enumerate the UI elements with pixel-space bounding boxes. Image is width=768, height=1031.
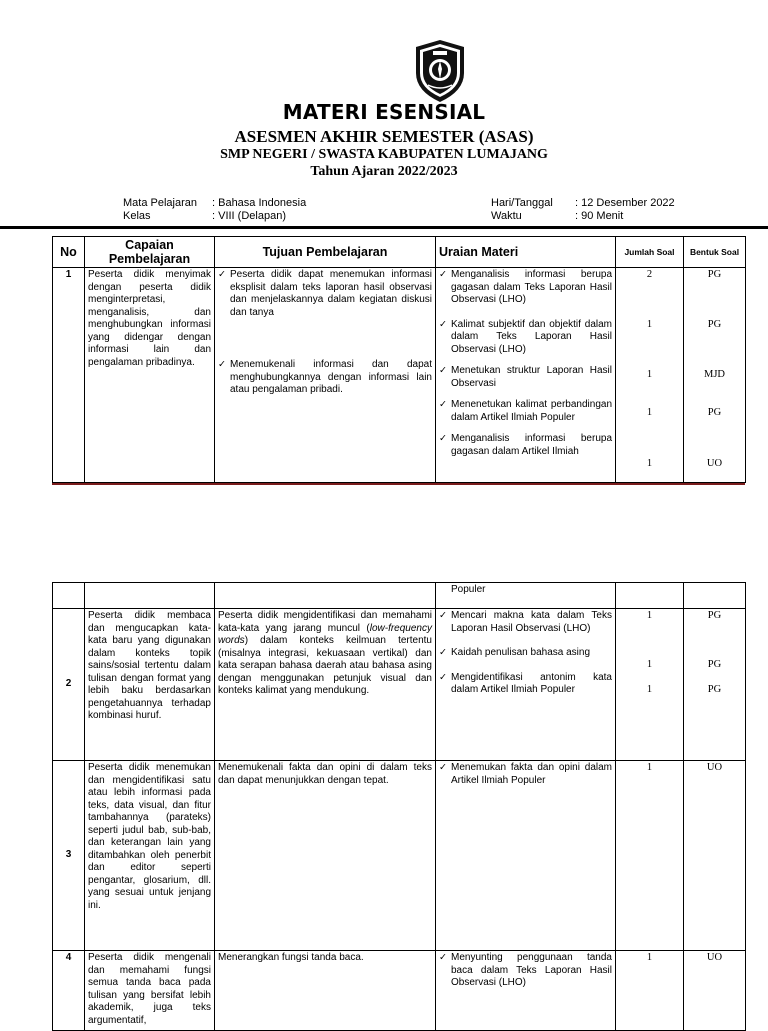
uraian-item: ✓ Menganalisis informasi berupa gagasan dalam Artikel Ilmiah: [439, 433, 612, 458]
table-row: [53, 583, 746, 609]
jumlah-value: 2: [646, 269, 653, 280]
bentuk-value: PG: [707, 269, 722, 280]
exam-info: [0, 196, 768, 226]
uraian-item: ✓ Menenetukan kalimat perbandingan dalam Artikel Ilmiah Populer: [439, 399, 612, 424]
table-row: [53, 951, 746, 1031]
tujuan-cell: Peserta didik mengidentifikasi dan memahami kata-kata yang jarang muncul (low-frequency words) dalam konteks keilmuan tertentu (misalnya integrasi, kekuasaan vertikal) dan kata serapan bahasa daerah atau bahasa asing dengan menggunakan petunjuk visual dan konteks kalimat yang mendukung.: [215, 609, 436, 761]
capaian-cell: Peserta didik menemukan dan mengidentifikasi satu atau lebih informasi pada teks, data visual, dan fitur tambahannya (parateks) seperti judul bab, sub-bab, dan keterangan lain yang ditambahkan oleh penerbit dan editor seperti pengantar, glosarium, dll. yang sesuai untuk jenjang ini.: [85, 761, 215, 951]
row-number: 2: [53, 609, 85, 761]
tujuan-item: ✓ Menemukenali informasi dan dapat menghubungkannya dengan informasi lain atau pengalaman pribadi.: [218, 359, 432, 397]
bentuk-value: MJD: [703, 369, 725, 380]
bentuk-value: UO: [706, 458, 723, 469]
subject-value: : Bahasa Indonesia: [212, 197, 307, 209]
header-capaian: Capaian Pembelajaran: [85, 237, 215, 268]
bentuk-value: PG: [707, 684, 722, 695]
uraian-cell: [436, 951, 616, 1031]
uraian-item: ✓ Kaidah penulisan bahasa asing: [439, 647, 612, 660]
lumajang-regency-emblem-icon: [414, 39, 466, 103]
jumlah-value: 1: [646, 684, 653, 695]
class-value: : VIII (Delapan): [212, 210, 286, 222]
header-uraian: Uraian Materi: [436, 237, 616, 268]
header-jumlah: Jumlah Soal: [616, 237, 684, 268]
duration-value: : 90 Menit: [575, 210, 624, 222]
academic-year: Tahun Ajaran 2022/2023: [310, 164, 458, 179]
row-number: 1: [53, 268, 85, 483]
bentuk-cell: [684, 268, 746, 483]
header-no: No: [53, 237, 85, 268]
capaian-cell: Peserta didik mengenali dan memahami fungsi semua tanda baca pada tulisan yang bersifat lebih akademik, juga teks argumentatif,: [85, 951, 215, 1031]
bentuk-value: PG: [707, 407, 722, 418]
date-label: Hari/Tanggal: [491, 197, 553, 209]
header-bentuk: Bentuk Soal: [684, 237, 746, 268]
materials-table-bottom: [52, 582, 746, 1031]
uraian-item: ✓ Menemukan fakta dan opini dalam Artikel Ilmiah Populer: [439, 762, 612, 787]
jumlah-value: 1: [646, 319, 653, 330]
bentuk-value: PG: [707, 610, 722, 621]
table-row: [53, 268, 746, 483]
materials-table-top: [52, 236, 746, 483]
table-row: [53, 609, 746, 761]
bentuk-value: PG: [707, 659, 722, 670]
tujuan-item: ✓ Peserta didik dapat menemukan informasi eksplisit dalam teks laporan hasil observasi dan menjelaskannya dalam kegiatan diskusi dan tanya: [218, 269, 432, 319]
row-number: 4: [53, 951, 85, 1031]
uraian-cell: [436, 609, 616, 761]
jumlah-value: 1: [646, 610, 653, 621]
uraian-item: ✓ Mengidentifikasi antonim kata dalam Artikel Ilmiah Populer: [439, 672, 612, 697]
header-tujuan: Tujuan Pembelajaran: [215, 237, 436, 268]
bentuk-cell: UO: [684, 761, 746, 951]
jumlah-value: 1: [646, 659, 653, 670]
tujuan-cell: Menerangkan fungsi tanda baca.: [215, 951, 436, 1031]
bentuk-cell: UO: [684, 951, 746, 1031]
page-break-line: [52, 483, 745, 485]
jumlah-cell: [616, 609, 684, 761]
date-value: : 12 Desember 2022: [575, 197, 675, 209]
uraian-cell: [436, 268, 616, 483]
class-label: Kelas: [123, 210, 151, 222]
jumlah-cell: 1: [616, 761, 684, 951]
table-header-row: [53, 237, 746, 268]
uraian-cell: Populer: [436, 583, 616, 609]
document-subtitle: ASESMEN AKHIR SEMESTER (ASAS): [234, 127, 534, 146]
capaian-cell: Peserta didik membaca dan mengucapkan kata-kata baru yang digunakan dalam konteks topik sains/sosial tertentu dalam tulisan dengan format yang lebih baku berdasarkan pengetahuannya terhadap kombinasi huruf.: [85, 609, 215, 761]
jumlah-value: 1: [646, 407, 653, 418]
tujuan-cell: Menemukenali fakta dan opini di dalam teks dan dapat menunjukkan dengan tepat.: [215, 761, 436, 951]
jumlah-value: 1: [646, 369, 653, 380]
duration-label: Waktu: [491, 210, 522, 222]
subject-label: Mata Pelajaran: [123, 197, 197, 209]
uraian-item: ✓ Mencari makna kata dalam Teks Laporan Hasil Observasi (LHO): [439, 610, 612, 635]
tujuan-cell: [215, 268, 436, 483]
jumlah-cell: [616, 268, 684, 483]
school-name: SMP NEGERI / SWASTA KABUPATEN LUMAJANG: [220, 147, 548, 162]
document-title: MATERI ESENSIAL: [282, 100, 486, 124]
table-row: [53, 761, 746, 951]
uraian-cell: [436, 761, 616, 951]
bentuk-cell: [684, 609, 746, 761]
jumlah-value: 1: [646, 458, 653, 469]
uraian-item: ✓ Kalimat subjektif dan objektif dalam dalam Teks Laporan Hasil Observasi (LHO): [439, 319, 612, 357]
row-number: 3: [53, 761, 85, 951]
jumlah-cell: 1: [616, 951, 684, 1031]
header-divider: [0, 226, 768, 229]
capaian-cell: Peserta didik menyimak dengan peserta didik menginterpretasi, menganalisis, dan menghubungkan informasi yang didengar dengan informasi lain dan pengalaman pribadinya.: [85, 268, 215, 483]
bentuk-value: PG: [707, 319, 722, 330]
uraian-item: ✓ Menyunting penggunaan tanda baca dalam Teks Laporan Hasil Observasi (LHO): [439, 952, 612, 990]
uraian-item: ✓ Menetukan struktur Laporan Hasil Observasi: [439, 365, 612, 390]
uraian-item: ✓ Menganalisis informasi berupa gagasan dalam Teks Laporan Hasil Observasi (LHO): [439, 269, 612, 307]
